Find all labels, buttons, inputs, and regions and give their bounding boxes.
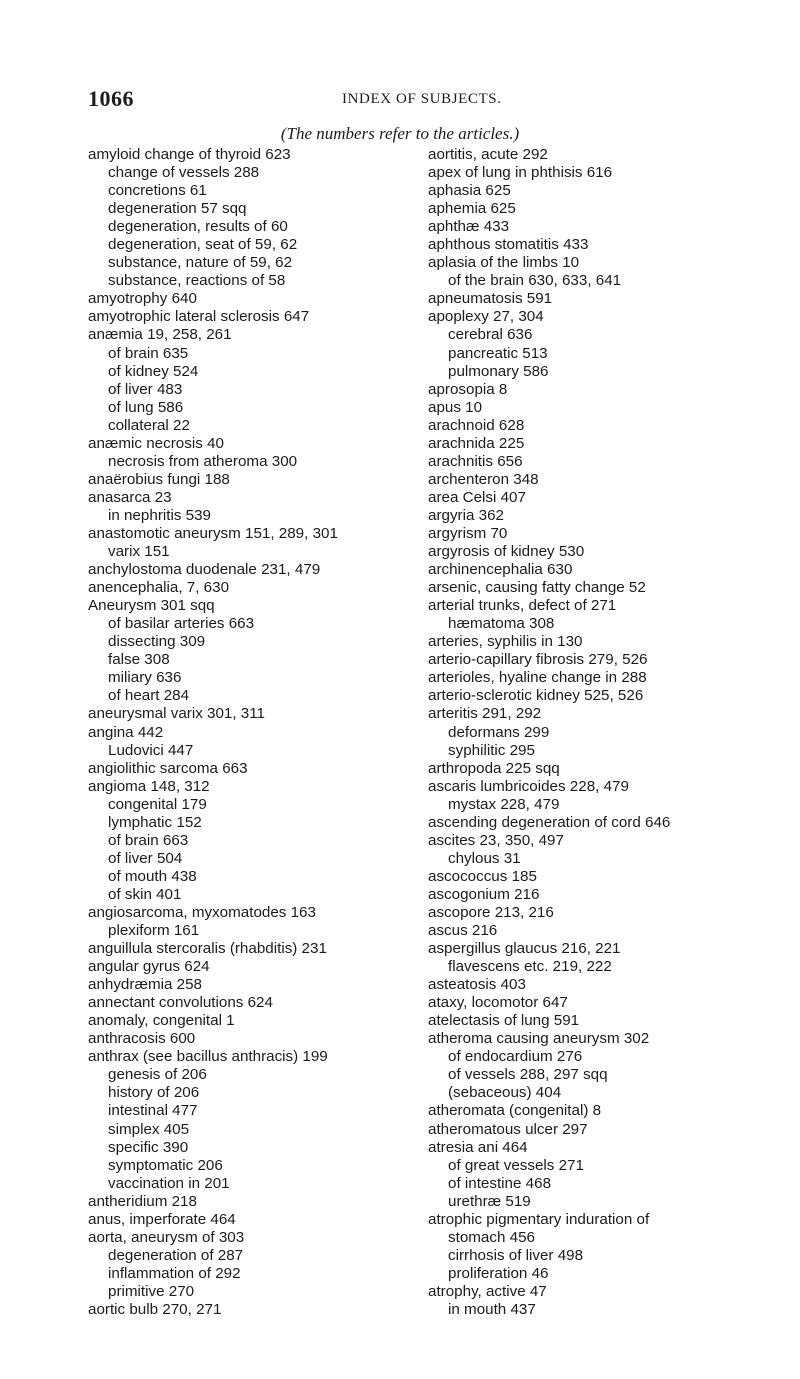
- index-entry: anastomotic aneurysm 151, 289, 301: [88, 524, 338, 542]
- index-subentry: of mouth 438: [108, 867, 197, 885]
- index-entry: arsenic, causing fatty change 52: [428, 579, 646, 597]
- index-entry: anæmia 19, 258, 261: [88, 326, 232, 344]
- index-entry: ascopore 213, 216: [428, 903, 554, 921]
- index-entry: apex of lung in phthisis 616: [428, 164, 613, 182]
- index-entry: amyotrophic lateral sclerosis 647: [88, 308, 310, 326]
- running-title: INDEX OF SUBJECTS.: [342, 91, 502, 107]
- index-subentry: chylous 31: [448, 849, 521, 867]
- index-entry: anus, imperforate 464: [88, 1210, 236, 1228]
- index-subentry: hæmatoma 308: [448, 615, 555, 633]
- index-subentry: lymphatic 152: [108, 813, 202, 831]
- index-entry: apoplexy 27, 304: [428, 308, 544, 326]
- index-subentry: of lung 586: [108, 398, 184, 416]
- index-entry: Aneurysm 301 sqq: [88, 597, 215, 615]
- index-subentry: concretions 61: [108, 182, 207, 200]
- index-subentry: in mouth 437: [448, 1301, 536, 1318]
- page-number: 1066: [88, 86, 134, 111]
- index-subentry: of great vessels 271: [448, 1156, 584, 1174]
- index-subentry: history of 206: [108, 1084, 200, 1102]
- page-header: [0, 86, 800, 116]
- index-entry: arterio-capillary fibrosis 279, 526: [428, 651, 648, 669]
- index-subentry: mystax 228, 479: [448, 795, 560, 813]
- index-entry: aspergillus glaucus 216, 221: [428, 940, 621, 958]
- index-subentry: syphilitic 295: [448, 741, 535, 759]
- index-subentry: of kidney 524: [108, 362, 199, 380]
- index-subentry: collateral 22: [108, 416, 190, 434]
- index-entry: angiosarcoma, myxomatodes 163: [88, 903, 316, 921]
- index-entry: ascus 216: [428, 922, 498, 940]
- index-entry: ascococcus 185: [428, 867, 537, 885]
- index-subentry: false 308: [108, 651, 170, 669]
- index-entry: anthrax (see bacillus anthracis) 199: [88, 1048, 328, 1066]
- index-entry: argyria 362: [428, 506, 504, 524]
- index-subentry: of vessels 288, 297 sqq: [448, 1066, 608, 1084]
- index-subentry: stomach 456: [448, 1228, 535, 1246]
- index-subentry: plexiform 161: [108, 922, 200, 940]
- index-subentry: of brain 663: [108, 831, 189, 849]
- index-entry: atresia ani 464: [428, 1138, 528, 1156]
- index-entry: angioma 148, 312: [88, 777, 210, 795]
- index-note: (The numbers refer to the articles.): [280, 124, 520, 143]
- index-entry: ascaris lumbricoides 228, 479: [428, 777, 629, 795]
- index-entry: arachnida 225: [428, 434, 525, 452]
- index-entry: aphthous stomatitis 433: [428, 236, 589, 254]
- index-entry: anæmic necrosis 40: [88, 434, 224, 452]
- index-entry: aorta, aneurysm of 303: [88, 1228, 245, 1246]
- index-entry: aortitis, acute 292: [428, 146, 548, 163]
- index-subentry: proliferation 46: [448, 1264, 549, 1282]
- index-subentry: deformans 299: [448, 723, 550, 741]
- index-entry: arachnitis 656: [428, 452, 523, 470]
- index-subentry: necrosis from atheroma 300: [108, 452, 298, 470]
- index-entry: arthropoda 225 sqq: [428, 759, 560, 777]
- index-entry: anencephalia, 7, 630: [88, 579, 230, 597]
- index-entry: aneurysmal varix 301, 311: [88, 705, 265, 723]
- index-entry: aphemia 625: [428, 200, 516, 218]
- index-entry: arterioles, hyaline change in 288: [428, 669, 647, 687]
- index-subentry: degeneration of 287: [108, 1246, 244, 1264]
- index-subentry: urethræ 519: [448, 1192, 531, 1210]
- index-entry: argyrosis of kidney 530: [428, 543, 585, 561]
- index-subentry: of heart 284: [108, 687, 190, 705]
- index-subentry: specific 390: [108, 1138, 189, 1156]
- index-column-right: [428, 146, 798, 1319]
- index-entry: aphasia 625: [428, 182, 511, 200]
- index-entry: anguillula stercoralis (rhabditis) 231: [88, 940, 327, 958]
- index-subentry: of liver 483: [108, 380, 183, 398]
- index-entry: atheroma causing aneurysm 302: [428, 1030, 650, 1048]
- index-entry: archinencephalia 630: [428, 561, 573, 579]
- index-subentry: symptomatic 206: [108, 1156, 223, 1174]
- index-entry: aprosopia 8: [428, 380, 508, 398]
- index-subentry: Ludovici 447: [108, 741, 194, 759]
- index-entry: archenteron 348: [428, 470, 539, 488]
- index-subentry: of skin 401: [108, 885, 182, 903]
- index-subentry: substance, reactions of 58: [108, 272, 286, 290]
- index-entry: atheromata (congenital) 8: [428, 1102, 602, 1120]
- index-column-left: [88, 146, 458, 1319]
- index-entry: aplasia of the limbs 10: [428, 254, 580, 272]
- index-subentry: varix 151: [108, 543, 170, 561]
- index-subentry: of the brain 630, 633, 641: [448, 272, 622, 290]
- index-entry: angina 442: [88, 723, 164, 741]
- index-subentry: degeneration, seat of 59, 62: [108, 236, 298, 254]
- index-entry: arterial trunks, defect of 271: [428, 597, 617, 615]
- index-entry: anchylostoma duodenale 231, 479: [88, 561, 321, 579]
- index-entry: arteritis 291, 292: [428, 705, 542, 723]
- index-subentry: flavescens etc. 219, 222: [448, 958, 612, 976]
- index-entry: amyotrophy 640: [88, 290, 197, 308]
- index-subentry: congenital 179: [108, 795, 207, 813]
- index-subentry: of liver 504: [108, 849, 183, 867]
- index-entry: anaërobius fungi 188: [88, 470, 230, 488]
- index-subentry: of brain 635: [108, 344, 189, 362]
- index-subentry: vaccination in 201: [108, 1174, 230, 1192]
- index-entry: amyloid change of thyroid 623: [88, 146, 291, 163]
- index-subentry: pancreatic 513: [448, 344, 548, 362]
- index-entry: atrophy, active 47: [428, 1282, 547, 1300]
- index-subentry: cerebral 636: [448, 326, 533, 344]
- index-subentry: pulmonary 586: [448, 362, 549, 380]
- index-subentry: of intestine 468: [448, 1174, 552, 1192]
- index-subentry: simplex 405: [108, 1120, 190, 1138]
- index-entry: anomaly, congenital 1: [88, 1012, 235, 1030]
- index-entry: atelectasis of lung 591: [428, 1012, 580, 1030]
- index-entry: atrophic pigmentary induration of: [428, 1210, 650, 1228]
- index-entry: ataxy, locomotor 647: [428, 994, 568, 1012]
- index-subentry: (sebaceous) 404: [448, 1084, 562, 1102]
- index-entry: area Celsi 407: [428, 488, 526, 506]
- index-subentry: cirrhosis of liver 498: [448, 1246, 584, 1264]
- index-subentry: degeneration, results of 60: [108, 218, 288, 236]
- index-entry: anasarca 23: [88, 488, 172, 506]
- index-subentry: genesis of 206: [108, 1066, 207, 1084]
- index-entry: anhydræmia 258: [88, 976, 202, 994]
- index-entry: annectant convolutions 624: [88, 994, 273, 1012]
- index-entry: argyrism 70: [428, 524, 508, 542]
- index-subentry: change of vessels 288: [108, 164, 260, 182]
- index-subentry: of basilar arteries 663: [108, 615, 255, 633]
- index-subentry: of endocardium 276: [448, 1048, 583, 1066]
- index-entry: atheromatous ulcer 297: [428, 1120, 588, 1138]
- index-subentry: inflammation of 292: [108, 1264, 241, 1282]
- index-entry: ascites 23, 350, 497: [428, 831, 564, 849]
- index-entry: aphthæ 433: [428, 218, 510, 236]
- index-entry: antheridium 218: [88, 1192, 197, 1210]
- index-entry: apus 10: [428, 398, 483, 416]
- index-subentry: substance, nature of 59, 62: [108, 254, 293, 272]
- index-entry: ascogonium 216: [428, 885, 540, 903]
- index-subentry: degeneration 57 sqq: [108, 200, 247, 218]
- index-entry: apneumatosis 591: [428, 290, 553, 308]
- index-subentry: miliary 636: [108, 669, 182, 687]
- index-subentry: dissecting 309: [108, 633, 206, 651]
- index-subentry: in nephritis 539: [108, 506, 212, 524]
- index-entry: aortic bulb 270, 271: [88, 1301, 222, 1318]
- index-entry: asteatosis 403: [428, 976, 526, 994]
- index-entry: arteries, syphilis in 130: [428, 633, 583, 651]
- index-entry: anthracosis 600: [88, 1030, 196, 1048]
- index-subentry: primitive 270: [108, 1282, 195, 1300]
- index-entry: arterio-sclerotic kidney 525, 526: [428, 687, 644, 705]
- index-entry: angular gyrus 624: [88, 958, 210, 976]
- index-entry: angiolithic sarcoma 663: [88, 759, 248, 777]
- index-subentry: intestinal 477: [108, 1102, 198, 1120]
- index-entry: ascending degeneration of cord 646: [428, 813, 671, 831]
- index-entry: arachnoid 628: [428, 416, 525, 434]
